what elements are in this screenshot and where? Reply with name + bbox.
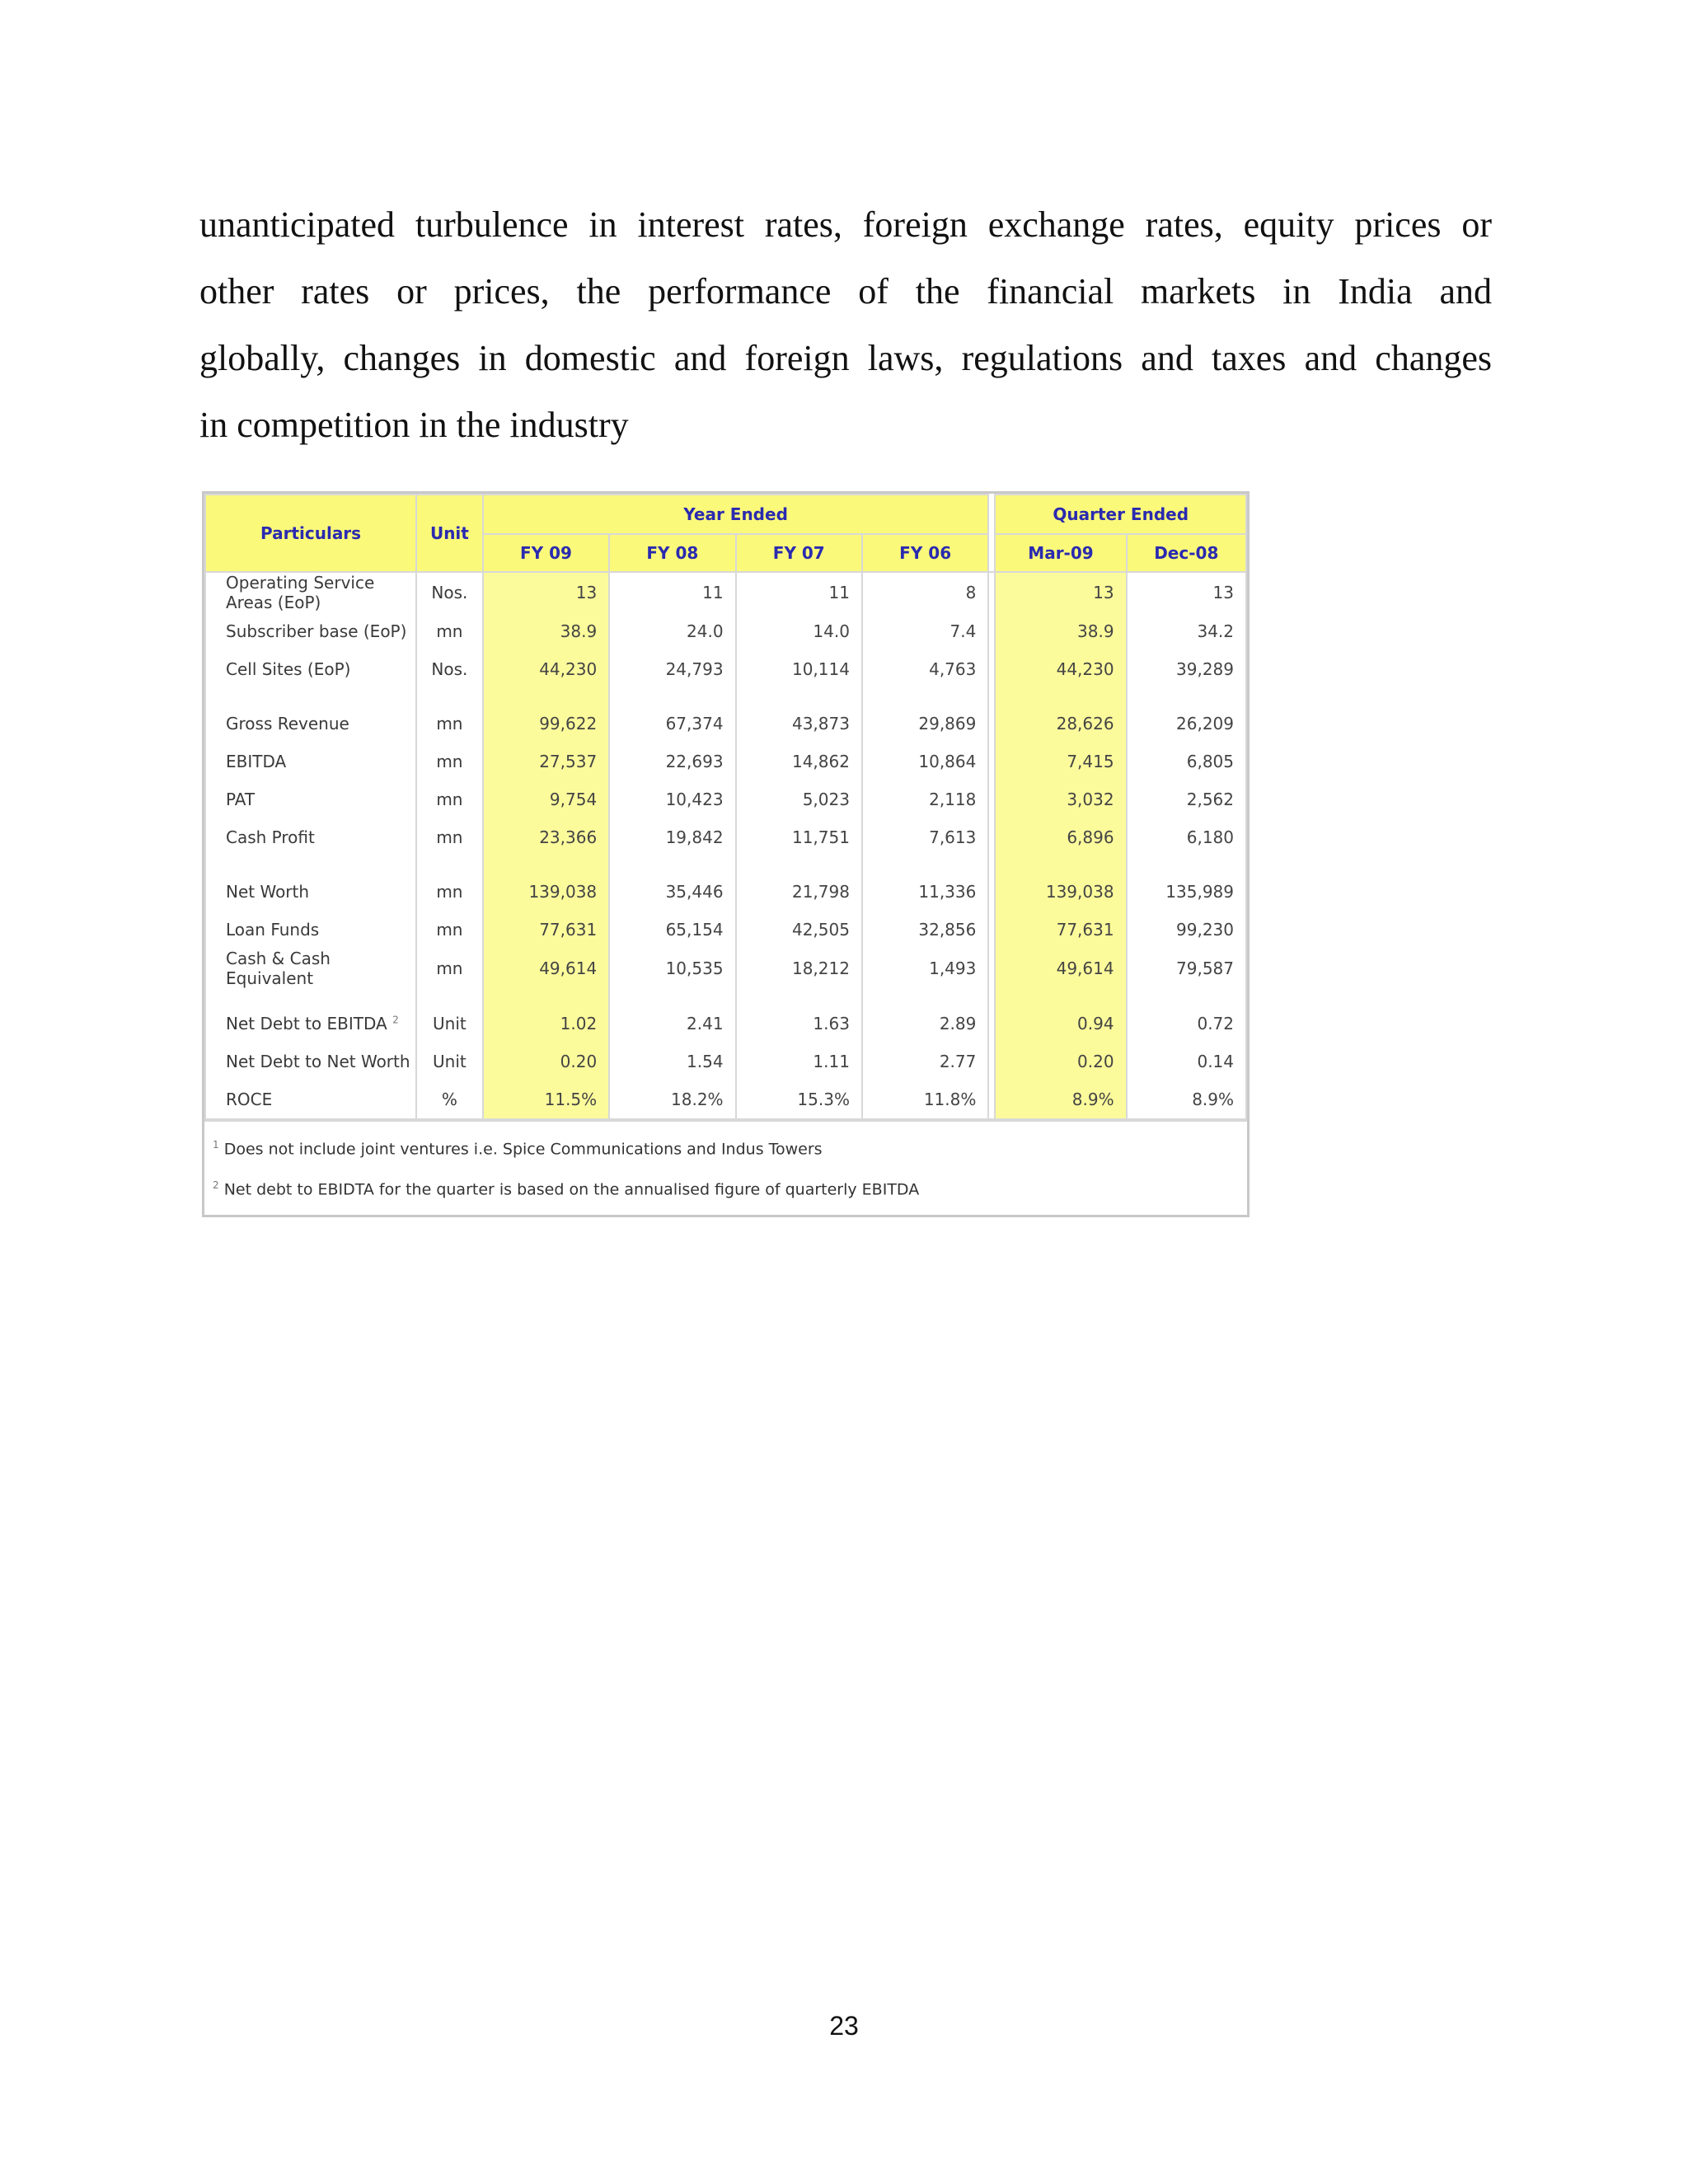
spacer-cell bbox=[483, 988, 609, 1005]
value-cell: 0.94 bbox=[995, 1005, 1126, 1043]
table-row bbox=[205, 572, 1246, 612]
value-cell: 11.5% bbox=[483, 1080, 609, 1119]
column-gap bbox=[988, 949, 995, 988]
spacer-cell bbox=[862, 856, 988, 873]
header-particulars: Particulars bbox=[205, 494, 416, 572]
value-cell: 1,493 bbox=[862, 949, 988, 988]
spacer-cell bbox=[862, 988, 988, 1005]
paragraph-line: in competition in the industry bbox=[199, 405, 629, 445]
value-cell: 38.9 bbox=[483, 612, 609, 650]
row-label bbox=[205, 1005, 416, 1043]
value-cell: 99,230 bbox=[1127, 911, 1246, 949]
value-cell: 67,374 bbox=[609, 705, 735, 743]
spacer-cell bbox=[736, 688, 862, 705]
value-cell: 44,230 bbox=[995, 650, 1126, 688]
spacer-cell bbox=[416, 988, 483, 1005]
value-cell: 44,230 bbox=[483, 650, 609, 688]
value-cell: 18.2% bbox=[609, 1080, 735, 1119]
value-cell: 7,415 bbox=[995, 743, 1126, 780]
value-cell: 38.9 bbox=[995, 612, 1126, 650]
value-cell: 11 bbox=[609, 572, 735, 612]
value-cell: 9,754 bbox=[483, 780, 609, 818]
value-cell: 34.2 bbox=[1127, 612, 1246, 650]
value-cell: 0.72 bbox=[1127, 1005, 1246, 1043]
value-cell: 10,114 bbox=[736, 650, 862, 688]
value-cell: 2,562 bbox=[1127, 780, 1246, 818]
table-row bbox=[205, 650, 1246, 688]
value-cell: 27,537 bbox=[483, 743, 609, 780]
row-unit: mn bbox=[416, 612, 483, 650]
spacer-cell bbox=[609, 688, 735, 705]
table-row bbox=[205, 949, 1246, 988]
column-gap bbox=[988, 650, 995, 688]
value-cell: 1.11 bbox=[736, 1043, 862, 1080]
table-row bbox=[205, 743, 1246, 780]
spacer-cell bbox=[995, 988, 1126, 1005]
header-fy07: FY 07 bbox=[736, 534, 862, 572]
row-unit: mn bbox=[416, 705, 483, 743]
value-cell: 13 bbox=[995, 572, 1126, 612]
page-number: 23 bbox=[829, 2011, 859, 2041]
spacer-cell bbox=[1127, 688, 1246, 705]
row-label bbox=[205, 650, 416, 688]
column-gap bbox=[988, 1080, 995, 1119]
financial-table bbox=[204, 494, 1247, 1120]
row-label-text: Cell Sites (EoP) bbox=[226, 659, 351, 679]
value-cell: 28,626 bbox=[995, 705, 1126, 743]
spacer-row bbox=[205, 856, 1246, 873]
value-cell: 139,038 bbox=[995, 873, 1126, 911]
row-label bbox=[205, 911, 416, 949]
row-label-text: Cash Profit bbox=[226, 827, 315, 847]
row-label bbox=[205, 1043, 416, 1080]
spacer-cell bbox=[483, 856, 609, 873]
row-unit: mn bbox=[416, 743, 483, 780]
value-cell: 49,614 bbox=[483, 949, 609, 988]
value-cell: 135,989 bbox=[1127, 873, 1246, 911]
value-cell: 65,154 bbox=[609, 911, 735, 949]
value-cell: 1.02 bbox=[483, 1005, 609, 1043]
value-cell: 139,038 bbox=[483, 873, 609, 911]
spacer-cell bbox=[862, 688, 988, 705]
value-cell: 29,869 bbox=[862, 705, 988, 743]
value-cell: 42,505 bbox=[736, 911, 862, 949]
column-gap bbox=[988, 1043, 995, 1080]
paragraph-line: unanticipated turbulence in interest rates, foreign exchange rates, equity prices or bbox=[199, 204, 1492, 245]
row-label bbox=[205, 705, 416, 743]
table-row bbox=[205, 1080, 1246, 1119]
column-gap bbox=[988, 572, 995, 612]
spacer-cell bbox=[1127, 856, 1246, 873]
value-cell: 19,842 bbox=[609, 818, 735, 856]
value-cell: 3,032 bbox=[995, 780, 1126, 818]
row-unit: mn bbox=[416, 780, 483, 818]
spacer-cell bbox=[205, 688, 416, 705]
value-cell: 0.20 bbox=[483, 1043, 609, 1080]
spacer-cell bbox=[736, 856, 862, 873]
value-cell: 8.9% bbox=[1127, 1080, 1246, 1119]
value-cell: 2.89 bbox=[862, 1005, 988, 1043]
row-label bbox=[205, 873, 416, 911]
spacer-cell bbox=[416, 856, 483, 873]
spacer-cell bbox=[995, 856, 1126, 873]
row-label bbox=[205, 572, 416, 612]
spacer-cell bbox=[736, 988, 862, 1005]
column-gap bbox=[988, 818, 995, 856]
spacer-cell bbox=[988, 988, 995, 1005]
row-label-text: Subscriber base (EoP) bbox=[226, 621, 407, 641]
value-cell: 11,751 bbox=[736, 818, 862, 856]
value-cell: 6,805 bbox=[1127, 743, 1246, 780]
value-cell: 0.14 bbox=[1127, 1043, 1246, 1080]
header-dec08: Dec-08 bbox=[1127, 534, 1246, 572]
value-cell: 13 bbox=[1127, 572, 1246, 612]
row-label-text: Gross Revenue bbox=[226, 714, 349, 733]
table-row bbox=[205, 818, 1246, 856]
table-body bbox=[205, 572, 1246, 1119]
value-cell: 99,622 bbox=[483, 705, 609, 743]
table-row bbox=[205, 1043, 1246, 1080]
value-cell: 10,535 bbox=[609, 949, 735, 988]
table-row bbox=[205, 1005, 1246, 1043]
row-unit: % bbox=[416, 1080, 483, 1119]
value-cell: 0.20 bbox=[995, 1043, 1126, 1080]
value-cell: 11,336 bbox=[862, 873, 988, 911]
footnote-1 bbox=[213, 1127, 1239, 1167]
spacer-cell bbox=[416, 688, 483, 705]
value-cell: 2.77 bbox=[862, 1043, 988, 1080]
value-cell: 24.0 bbox=[609, 612, 735, 650]
value-cell: 39,289 bbox=[1127, 650, 1246, 688]
spacer-row bbox=[205, 688, 1246, 705]
table-row bbox=[205, 911, 1246, 949]
row-label bbox=[205, 743, 416, 780]
table-footnotes bbox=[204, 1120, 1247, 1215]
body-paragraph bbox=[199, 191, 1492, 458]
spacer-cell bbox=[205, 856, 416, 873]
row-label-text: Net Worth bbox=[226, 882, 310, 902]
header-fy09: FY 09 bbox=[483, 534, 609, 572]
value-cell: 79,587 bbox=[1127, 949, 1246, 988]
value-cell: 10,423 bbox=[609, 780, 735, 818]
value-cell: 77,631 bbox=[995, 911, 1126, 949]
column-gap bbox=[988, 911, 995, 949]
row-label-text: Net Debt to Net Worth bbox=[226, 1052, 410, 1071]
value-cell: 15.3% bbox=[736, 1080, 862, 1119]
value-cell: 8.9% bbox=[995, 1080, 1126, 1119]
value-cell: 13 bbox=[483, 572, 609, 612]
table-row bbox=[205, 612, 1246, 650]
footnote-mark: 2 bbox=[213, 1179, 219, 1192]
column-gap bbox=[988, 873, 995, 911]
spacer-cell bbox=[988, 856, 995, 873]
row-label bbox=[205, 612, 416, 650]
column-gap bbox=[988, 780, 995, 818]
paragraph-line: other rates or prices, the performance of the financial markets in India and bbox=[199, 271, 1492, 312]
spacer-cell bbox=[1127, 988, 1246, 1005]
value-cell: 2,118 bbox=[862, 780, 988, 818]
footnote-text: Does not include joint ventures i.e. Spice Communications and Indus Towers bbox=[223, 1140, 823, 1159]
value-cell: 35,446 bbox=[609, 873, 735, 911]
spacer-cell bbox=[609, 856, 735, 873]
row-label bbox=[205, 818, 416, 856]
value-cell: 32,856 bbox=[862, 911, 988, 949]
table-row bbox=[205, 705, 1246, 743]
row-label-text: Operating Service Areas (EoP) bbox=[226, 573, 375, 612]
value-cell: 22,693 bbox=[609, 743, 735, 780]
value-cell: 10,864 bbox=[862, 743, 988, 780]
value-cell: 8 bbox=[862, 572, 988, 612]
value-cell: 1.63 bbox=[736, 1005, 862, 1043]
footnote-2 bbox=[213, 1167, 1239, 1207]
spacer-cell bbox=[483, 688, 609, 705]
row-label-text: EBITDA bbox=[226, 752, 287, 771]
footnote-text: Net debt to EBIDTA for the quarter is based on the annualised figure of quarterly EBITDA bbox=[223, 1180, 920, 1199]
value-cell: 26,209 bbox=[1127, 705, 1246, 743]
value-cell: 14,862 bbox=[736, 743, 862, 780]
value-cell: 21,798 bbox=[736, 873, 862, 911]
row-label-text: Net Debt to EBITDA bbox=[226, 1014, 387, 1033]
row-label-text: ROCE bbox=[226, 1090, 273, 1109]
row-unit: mn bbox=[416, 911, 483, 949]
value-cell: 23,366 bbox=[483, 818, 609, 856]
spacer-cell bbox=[205, 988, 416, 1005]
value-cell: 7.4 bbox=[862, 612, 988, 650]
value-cell: 4,763 bbox=[862, 650, 988, 688]
value-cell: 77,631 bbox=[483, 911, 609, 949]
row-label-text: Loan Funds bbox=[226, 920, 320, 940]
column-gap bbox=[988, 612, 995, 650]
row-label bbox=[205, 1080, 416, 1119]
paragraph-line: globally, changes in domestic and foreign laws, regulations and taxes and changes bbox=[199, 338, 1492, 378]
value-cell: 11.8% bbox=[862, 1080, 988, 1119]
value-cell: 6,180 bbox=[1127, 818, 1246, 856]
value-cell: 5,023 bbox=[736, 780, 862, 818]
financial-summary-table bbox=[202, 491, 1250, 1217]
value-cell: 7,613 bbox=[862, 818, 988, 856]
table-row bbox=[205, 780, 1246, 818]
header-fy08: FY 08 bbox=[609, 534, 735, 572]
value-cell: 49,614 bbox=[995, 949, 1126, 988]
value-cell: 1.54 bbox=[609, 1043, 735, 1080]
value-cell: 18,212 bbox=[736, 949, 862, 988]
spacer-row bbox=[205, 988, 1246, 1005]
column-gap bbox=[988, 705, 995, 743]
header-unit: Unit bbox=[416, 494, 483, 572]
column-gap bbox=[988, 743, 995, 780]
header-year-ended: Year Ended bbox=[483, 494, 989, 534]
column-gap bbox=[988, 1005, 995, 1043]
spacer-cell bbox=[609, 988, 735, 1005]
footnote-mark: 1 bbox=[213, 1139, 219, 1151]
row-label bbox=[205, 780, 416, 818]
value-cell: 11 bbox=[736, 572, 862, 612]
row-label-text: PAT bbox=[226, 790, 256, 809]
row-unit: Unit bbox=[416, 1043, 483, 1080]
row-unit: Unit bbox=[416, 1005, 483, 1043]
value-cell: 2.41 bbox=[609, 1005, 735, 1043]
header-quarter-ended: Quarter Ended bbox=[995, 494, 1246, 534]
value-cell: 6,896 bbox=[995, 818, 1126, 856]
value-cell: 24,793 bbox=[609, 650, 735, 688]
spacer-cell bbox=[995, 688, 1126, 705]
row-label-footnote-mark: 2 bbox=[392, 1014, 399, 1026]
row-unit: mn bbox=[416, 818, 483, 856]
header-gap bbox=[988, 494, 995, 572]
row-unit: Nos. bbox=[416, 572, 483, 612]
value-cell: 14.0 bbox=[736, 612, 862, 650]
header-fy06: FY 06 bbox=[862, 534, 988, 572]
spacer-cell bbox=[988, 688, 995, 705]
header-mar09: Mar-09 bbox=[995, 534, 1126, 572]
row-unit: mn bbox=[416, 949, 483, 988]
table-row bbox=[205, 873, 1246, 911]
row-unit: mn bbox=[416, 873, 483, 911]
row-label bbox=[205, 949, 416, 988]
row-label-text: Cash & Cash Equivalent bbox=[226, 949, 331, 988]
row-unit: Nos. bbox=[416, 650, 483, 688]
value-cell: 43,873 bbox=[736, 705, 862, 743]
